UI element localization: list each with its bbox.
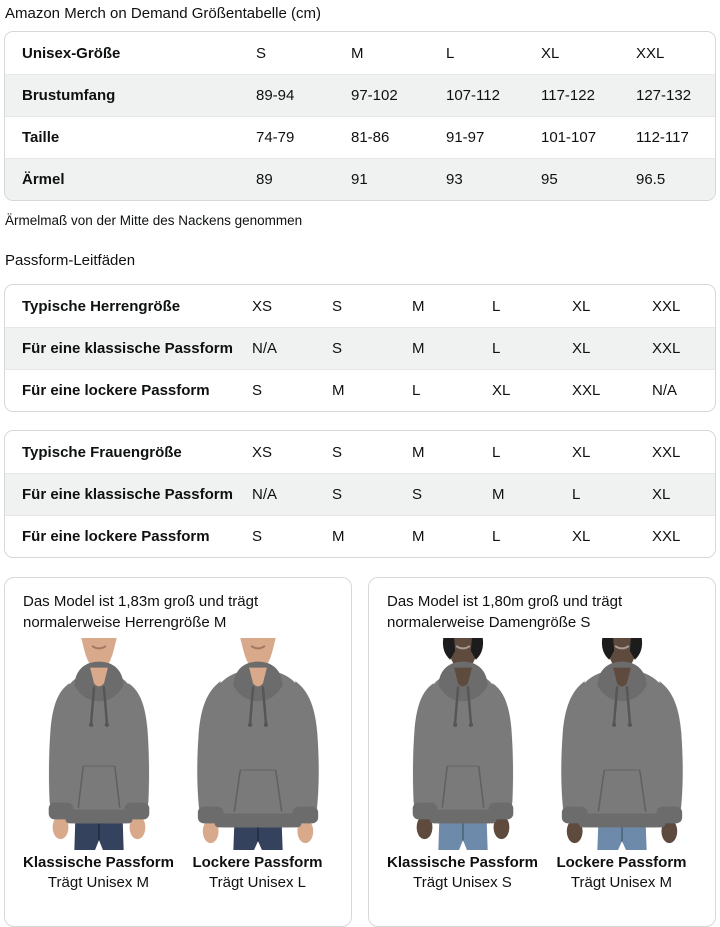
left-cuff — [197, 807, 223, 824]
table-cell: L — [492, 297, 501, 315]
page-title: Amazon Merch on Demand Größentabelle (cm) — [5, 5, 321, 22]
hem-band — [65, 810, 132, 824]
hoodie-model-photo — [20, 638, 178, 850]
table-cell: S — [332, 297, 343, 315]
table-row — [5, 32, 715, 74]
table-cell: XL — [572, 528, 591, 545]
fit-size-caption: Trägt Unisex S — [413, 874, 512, 891]
fit-size-caption: Trägt Unisex M — [570, 874, 673, 891]
row-label: Taille — [22, 129, 60, 146]
drawstring-tip — [627, 723, 631, 727]
table-cell: XXL — [572, 382, 601, 399]
hem-band — [214, 814, 301, 828]
table-cell: L — [446, 44, 455, 62]
table-cell: L — [492, 528, 501, 545]
table-cell: 74-79 — [256, 129, 295, 146]
row-label: Brustumfang — [22, 87, 116, 104]
table-cell: S — [332, 486, 343, 503]
table-cell: M — [412, 297, 425, 315]
fit-caption: Klassische Passform — [387, 854, 538, 871]
table-cell: XXL — [652, 528, 681, 545]
table-cell: S — [412, 486, 423, 503]
card-heading: Das Model ist 1,80m groß und trägt normalerweise Damengröße S — [387, 593, 623, 631]
table-cell: 89-94 — [256, 87, 295, 104]
row-label: Typische Frauengröße — [22, 443, 182, 461]
table-cell: L — [492, 443, 501, 461]
men-fit-table — [4, 284, 716, 412]
table-cell: 97-102 — [351, 87, 398, 104]
table-cell: 91-97 — [446, 129, 485, 146]
fit-size-caption: Trägt Unisex M — [47, 874, 150, 891]
female-model-card — [368, 577, 716, 927]
right-cuff — [488, 803, 513, 820]
left-cuff — [48, 803, 73, 820]
row-label: Ärmel — [22, 171, 65, 188]
drawstring-tip — [247, 723, 251, 727]
male-model-card — [4, 577, 352, 927]
hem-band — [429, 810, 496, 824]
model-cards — [4, 577, 716, 927]
fit-size-caption: Trägt Unisex L — [209, 874, 306, 891]
fit-caption: Lockere Passform — [192, 854, 323, 871]
row-label: Für eine klassische Passform — [22, 340, 233, 357]
table-cell: XL — [541, 44, 560, 62]
table-cell: 95 — [541, 171, 558, 188]
drawstring-tip — [104, 723, 108, 727]
table-cell: XXL — [652, 443, 681, 461]
table-cell: M — [332, 382, 345, 399]
table-cell: XS — [252, 297, 273, 315]
card-heading: Das Model ist 1,83m groß und trägt normalerweise Herrengröße M — [23, 593, 259, 631]
drawstring-tip — [468, 723, 472, 727]
table-cell: XXL — [652, 297, 681, 315]
table-cell: N/A — [252, 486, 278, 503]
table-cell: S — [252, 528, 263, 545]
table-cell: XL — [572, 443, 591, 461]
table-cell: 91 — [351, 171, 368, 188]
table-cell: 107-112 — [446, 87, 500, 104]
table-cell: XXL — [652, 340, 681, 357]
table-cell: S — [332, 443, 343, 461]
figure-row — [383, 638, 701, 891]
table-cell: 96.5 — [636, 171, 666, 188]
fit-caption: Klassische Passform — [23, 854, 174, 871]
hoodie-model-photo — [179, 638, 337, 850]
row-label: Für eine klassische Passform — [22, 486, 233, 503]
drawstring-tip — [88, 723, 92, 727]
row-label: Typische Herrengröße — [22, 297, 181, 315]
table-cell: 93 — [446, 171, 463, 188]
left-cuff — [412, 803, 437, 820]
table-row — [5, 515, 715, 557]
right-cuff — [656, 807, 682, 824]
table-cell: XL — [652, 486, 671, 503]
table-cell: M — [412, 443, 425, 461]
figure-row — [19, 638, 337, 891]
right-cuff — [292, 807, 318, 824]
table-cell: XS — [252, 443, 273, 461]
fit-caption: Lockere Passform — [556, 854, 687, 871]
table-cell: S — [332, 340, 343, 357]
table-cell: 112-117 — [636, 129, 689, 146]
row-label: Unisex-Größe — [22, 44, 121, 62]
table-cell: XL — [492, 382, 511, 399]
table-row — [5, 74, 715, 116]
figure-classic-female — [383, 638, 542, 891]
table-cell: S — [252, 382, 263, 399]
table-cell: M — [492, 486, 505, 503]
table-cell: L — [412, 382, 421, 399]
table-cell: 81-86 — [351, 129, 390, 146]
size-table — [4, 31, 716, 201]
left-cuff — [561, 807, 587, 824]
table-row — [5, 431, 715, 473]
table-row — [5, 285, 715, 327]
table-cell: 89 — [256, 171, 273, 188]
table-row — [5, 369, 715, 411]
table-cell: XL — [572, 340, 591, 357]
figure-loose-female — [542, 638, 701, 891]
drawstring-tip — [263, 723, 267, 727]
table-row — [5, 473, 715, 515]
table-row — [5, 158, 715, 200]
table-cell: L — [572, 486, 581, 503]
row-label: Für eine lockere Passform — [22, 528, 210, 545]
table-cell: S — [256, 44, 267, 62]
table-cell: M — [332, 528, 345, 545]
table-cell: N/A — [652, 382, 678, 399]
hem-band — [578, 814, 665, 828]
fit-guides-heading: Passform-Leitfäden — [5, 252, 136, 269]
table-row — [5, 327, 715, 369]
table-cell: 117-122 — [541, 87, 595, 104]
table-row — [5, 116, 715, 158]
table-cell: 127-132 — [636, 87, 692, 104]
figure-classic-male — [19, 638, 178, 891]
table-cell: XXL — [636, 44, 665, 62]
table-cell: N/A — [252, 340, 278, 357]
women-fit-table — [4, 430, 716, 558]
table-cell: XL — [572, 297, 591, 315]
hoodie-model-photo — [384, 638, 542, 850]
table-cell: L — [492, 340, 501, 357]
figure-loose-male — [178, 638, 337, 891]
drawstring-tip — [452, 723, 456, 727]
table-cell: 101-107 — [541, 129, 597, 146]
right-cuff — [124, 803, 149, 820]
table-cell: M — [412, 340, 425, 357]
table-cell: M — [351, 44, 364, 62]
row-label: Für eine lockere Passform — [22, 382, 210, 399]
table-cell: M — [412, 528, 425, 545]
sleeve-measure-note: Ärmelmaß von der Mitte des Nackens genommen — [5, 213, 303, 228]
drawstring-tip — [611, 723, 615, 727]
hoodie-model-photo — [543, 638, 701, 850]
